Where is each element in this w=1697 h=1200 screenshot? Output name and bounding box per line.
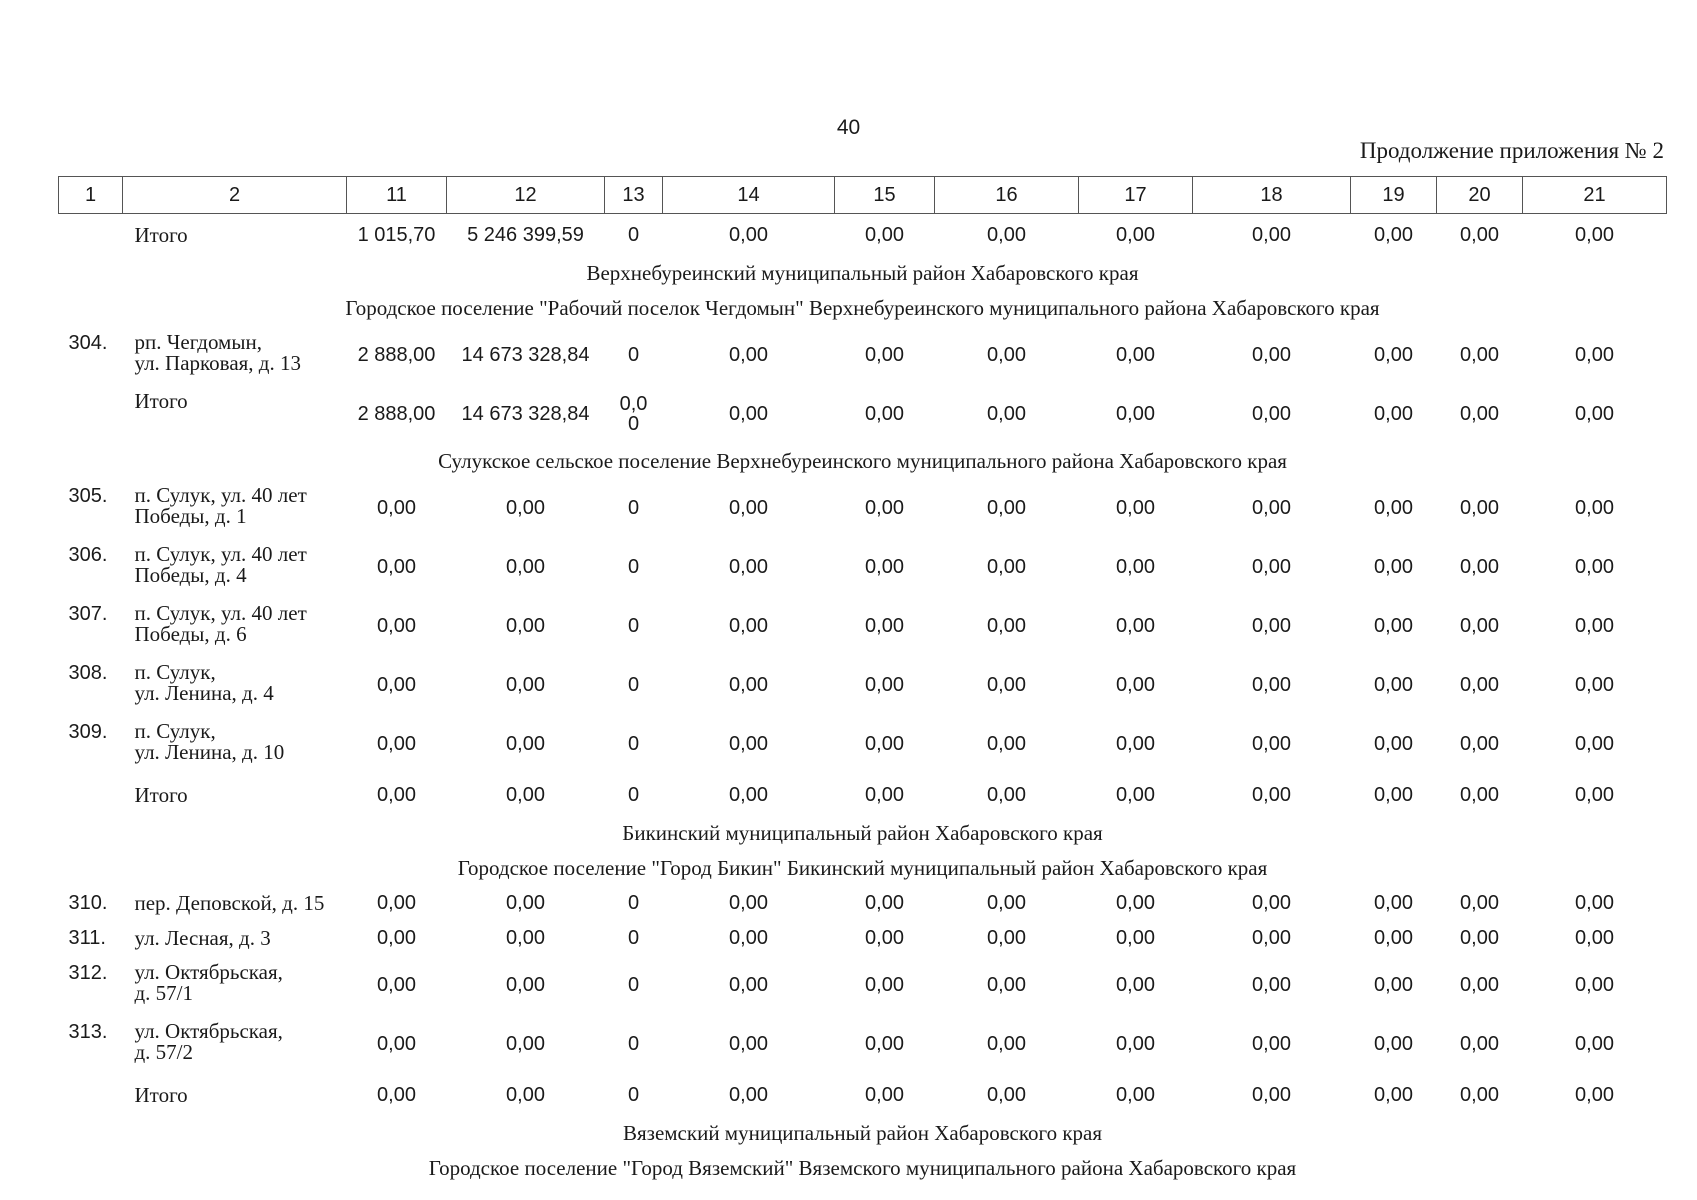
cell: 0,00 xyxy=(1575,1033,1614,1055)
cell: 0,00 xyxy=(729,615,768,637)
cell: 0,00 xyxy=(1374,674,1413,696)
cell: 0,00 xyxy=(506,733,545,755)
cell: 0,00 xyxy=(987,1083,1026,1106)
address-line: п. Сулук, xyxy=(134,719,216,743)
cell: 0,00 xyxy=(729,497,768,519)
cell: 0,00 xyxy=(1252,344,1291,366)
cell: 2 888,00 xyxy=(357,344,436,366)
cell: 0,00 xyxy=(506,497,545,519)
row-number xyxy=(59,214,123,257)
cell: 0,00 xyxy=(987,556,1026,578)
cell: 0,00 xyxy=(865,1083,904,1106)
cell: 0,00 xyxy=(377,1083,416,1106)
cell: 0,00 xyxy=(377,615,416,637)
cell: 0,00 xyxy=(1460,1083,1499,1106)
district-heading: Вяземский муниципальный район Хабаровского края xyxy=(622,1121,1102,1145)
table-row xyxy=(59,921,1667,956)
row-number: 306. xyxy=(68,544,108,566)
cell xyxy=(605,385,663,444)
cell: 0,00 xyxy=(1575,674,1614,696)
column-number-header xyxy=(59,177,1667,214)
cell: 0,00 xyxy=(377,497,416,519)
address-line: ул. Ленина, д. 10 xyxy=(134,740,285,764)
cell: 0,00 xyxy=(987,927,1026,949)
row-number: 313. xyxy=(68,1021,108,1043)
cell: 0 xyxy=(627,1033,640,1055)
cell: 0,00 xyxy=(1575,783,1614,806)
cell: 0,00 xyxy=(1252,733,1291,755)
district-heading: Бикинский муниципальный район Хабаровского края xyxy=(622,821,1103,845)
cell: 0,00 xyxy=(1460,615,1499,637)
district-heading: Верхнебуреинский муниципальный район Хабаровского края xyxy=(586,261,1139,285)
cell: 0,00 xyxy=(506,1033,545,1055)
cell: 0,00 xyxy=(1374,497,1413,519)
address-line: д. 57/1 xyxy=(134,981,194,1005)
cell: 0,00 xyxy=(506,556,545,578)
cell: 0,00 xyxy=(1374,223,1413,246)
cell: 0,00 xyxy=(865,497,904,519)
cell: 0,00 xyxy=(729,783,768,806)
cell: 0 xyxy=(627,344,640,366)
cell: 0 xyxy=(627,927,640,949)
cell: 0,00 xyxy=(1116,223,1155,246)
cell: 0,00 xyxy=(1460,927,1499,949)
cell: 0,00 xyxy=(729,733,768,755)
cell: 0,00 xyxy=(1252,974,1291,996)
cell: 0,00 xyxy=(506,974,545,996)
cell: 0,00 xyxy=(1575,223,1614,246)
cell: 0,00 xyxy=(865,927,904,949)
cell: 0,00 xyxy=(1116,1083,1155,1106)
col-header: 16 xyxy=(935,177,1079,214)
total-row xyxy=(59,385,1667,444)
cell: 0,00 xyxy=(1460,497,1499,519)
col-header: 1 xyxy=(59,177,123,214)
address xyxy=(123,1015,347,1074)
cell: 0,00 xyxy=(506,783,545,806)
cell: 0,00 xyxy=(1116,974,1155,996)
total-label: Итого xyxy=(134,222,188,247)
address xyxy=(123,326,347,385)
row-number: 304. xyxy=(68,332,108,354)
cell: 0,00 xyxy=(1575,497,1614,519)
cell: 0,00 xyxy=(506,927,545,949)
address-line: ул. Октябрьская, xyxy=(134,960,283,984)
cell: 0,00 xyxy=(1575,344,1614,366)
cell: 0,00 xyxy=(865,556,904,578)
cell: 0,00 xyxy=(1374,344,1413,366)
col-header: 18 xyxy=(1193,177,1351,214)
col-header: 13 xyxy=(605,177,663,214)
cell: 0,00 xyxy=(865,783,904,806)
page-number: 40 xyxy=(836,116,861,139)
cell: 0,00 xyxy=(1374,927,1413,949)
cell: 0,00 xyxy=(865,974,904,996)
cell: 0,00 xyxy=(1575,974,1614,996)
cell: 0,00 xyxy=(1460,344,1499,366)
cell: 0,00 xyxy=(1252,674,1291,696)
cell: 0,00 xyxy=(729,1033,768,1055)
cell: 0,00 xyxy=(865,733,904,755)
cell: 0,00 xyxy=(987,403,1026,425)
table-row xyxy=(59,597,1667,656)
cell: 0,00 xyxy=(1116,497,1155,519)
row-number: 308. xyxy=(68,662,108,684)
cell: 14 673 328,84 xyxy=(461,344,590,366)
cell: 14 673 328,84 xyxy=(461,403,590,425)
cell: 0,00 xyxy=(377,974,416,996)
cell: 0,00 xyxy=(1252,892,1291,914)
address-line: Победы, д. 1 xyxy=(134,504,247,528)
table-row xyxy=(59,326,1667,385)
cell: 0,00 xyxy=(987,497,1026,519)
cell: 0 xyxy=(627,556,640,578)
cell: 0,00 xyxy=(987,1033,1026,1055)
cell: 0,00 xyxy=(377,674,416,696)
cell: 0,00 xyxy=(987,674,1026,696)
col-header: 14 xyxy=(663,177,835,214)
cell: 0 xyxy=(627,223,640,246)
cell: 0,00 xyxy=(1116,1033,1155,1055)
address-line: п. Сулук, ул. 40 лет xyxy=(134,601,307,625)
address-line: п. Сулук, ул. 40 лет xyxy=(134,483,307,507)
cell: 0,00 xyxy=(1116,892,1155,914)
col-header: 17 xyxy=(1079,177,1193,214)
cell: 0,00 xyxy=(1252,1033,1291,1055)
cell: 0,00 xyxy=(987,783,1026,806)
address-line: ул. Ленина, д. 4 xyxy=(134,681,274,705)
cell: 0,00 xyxy=(1460,223,1499,246)
address-line: ул. Октябрьская, xyxy=(134,1019,283,1043)
total-row xyxy=(59,774,1667,816)
cell: 0,00 xyxy=(1374,556,1413,578)
row-number: 305. xyxy=(68,485,108,507)
cell: 0,00 xyxy=(729,556,768,578)
cell: 0,00 xyxy=(1374,403,1413,425)
row-number: 310. xyxy=(68,892,108,914)
cell: 0,00 xyxy=(865,615,904,637)
cell: 0,00 xyxy=(1575,403,1614,425)
row-number xyxy=(59,1074,123,1116)
cell-part: 0,0 xyxy=(619,392,648,415)
address xyxy=(123,656,347,715)
row-number: 311. xyxy=(68,927,106,949)
cell: 0,00 xyxy=(377,733,416,755)
cell: 0,00 xyxy=(1374,892,1413,914)
cell-part: 0 xyxy=(627,412,640,435)
cell: 0 xyxy=(627,892,640,914)
cell: 0,00 xyxy=(1460,1033,1499,1055)
cell: 0,00 xyxy=(1252,223,1291,246)
cell: 0,00 xyxy=(377,927,416,949)
col-header: 15 xyxy=(835,177,935,214)
cell: 1 015,70 xyxy=(357,223,436,246)
cell: 0,00 xyxy=(377,783,416,806)
address-line: Победы, д. 6 xyxy=(134,622,247,646)
cell: 0,00 xyxy=(1116,674,1155,696)
cell: 0,00 xyxy=(729,223,768,246)
cell: 0,00 xyxy=(729,344,768,366)
total-label: Итого xyxy=(134,782,188,807)
settlement-heading: Городское поселение "Город Бикин" Бикинский муниципальный район Хабаровского края xyxy=(457,856,1268,880)
cell: 0,00 xyxy=(1460,733,1499,755)
cell: 0 xyxy=(627,733,640,755)
total-label: Итого xyxy=(134,1082,188,1107)
cell: 0,00 xyxy=(729,674,768,696)
cell: 0,00 xyxy=(377,1033,416,1055)
cell: 0,00 xyxy=(729,403,768,425)
col-header: 11 xyxy=(347,177,447,214)
cell: 0 xyxy=(627,497,640,519)
address-line: п. Сулук, ул. 40 лет xyxy=(134,542,307,566)
address xyxy=(123,956,347,1015)
cell: 0,00 xyxy=(1575,615,1614,637)
cell: 0,00 xyxy=(1460,974,1499,996)
cell: 0 xyxy=(627,974,640,996)
bikin-rows xyxy=(59,886,1667,1116)
cell: 0 xyxy=(627,1083,640,1106)
cell: 0,00 xyxy=(1252,497,1291,519)
cell: 0,00 xyxy=(865,1033,904,1055)
row-number: 307. xyxy=(68,603,108,625)
cell: 0,00 xyxy=(729,974,768,996)
table-row xyxy=(59,656,1667,715)
cell: 0,00 xyxy=(865,674,904,696)
row-number xyxy=(59,774,123,816)
cell: 0,00 xyxy=(1374,974,1413,996)
row-number xyxy=(59,385,123,444)
address-line: п. Сулук, xyxy=(134,660,216,684)
cell: 0,00 xyxy=(377,556,416,578)
cell: 0,00 xyxy=(506,1083,545,1106)
cell: 0,00 xyxy=(1575,892,1614,914)
suluk-rows xyxy=(59,479,1667,816)
cell: 0,00 xyxy=(1460,783,1499,806)
cell: 0,00 xyxy=(987,733,1026,755)
address xyxy=(123,479,347,538)
cell: 0,00 xyxy=(1460,403,1499,425)
address-line: пер. Деповской, д. 15 xyxy=(134,891,325,915)
settlement-heading: Городское поселение "Город Вяземский" Вяземского муниципального района Хабаровского края xyxy=(428,1156,1297,1180)
cell: 0,00 xyxy=(1460,556,1499,578)
col-header: 21 xyxy=(1523,177,1667,214)
address-line: рп. Чегдомын, xyxy=(134,330,262,354)
cell: 0,00 xyxy=(865,223,904,246)
cell: 0,00 xyxy=(987,223,1026,246)
address-line: ул. Лесная, д. 3 xyxy=(134,926,271,950)
cell: 0,00 xyxy=(1374,733,1413,755)
address xyxy=(123,921,347,956)
cell: 0,00 xyxy=(1252,927,1291,949)
cell: 0,00 xyxy=(1575,556,1614,578)
address xyxy=(123,886,347,921)
col-header: 12 xyxy=(447,177,605,214)
cell: 0,00 xyxy=(1116,344,1155,366)
table-row xyxy=(59,715,1667,774)
table-row xyxy=(59,538,1667,597)
cell: 0,00 xyxy=(1374,1083,1413,1106)
settlement-heading: Городское поселение "Рабочий поселок Чегдомын" Верхнебуреинского муниципального района Хабаровского края xyxy=(345,296,1380,320)
cell: 0 xyxy=(627,674,640,696)
table-row xyxy=(59,886,1667,921)
cell: 0,00 xyxy=(506,892,545,914)
cell: 0,00 xyxy=(1252,403,1291,425)
cell: 0,00 xyxy=(865,344,904,366)
cell: 0,00 xyxy=(506,674,545,696)
cell: 0,00 xyxy=(1252,783,1291,806)
cell: 0,00 xyxy=(377,892,416,914)
cell: 0,00 xyxy=(1252,556,1291,578)
cell: 0,00 xyxy=(1116,403,1155,425)
continuation-caption: Продолжение приложения № 2 xyxy=(1359,138,1664,163)
cell: 0 xyxy=(627,783,640,806)
col-header: 2 xyxy=(123,177,347,214)
cell: 0,00 xyxy=(1252,615,1291,637)
cell: 0,00 xyxy=(1460,674,1499,696)
cell: 0,00 xyxy=(1116,556,1155,578)
cell: 0,00 xyxy=(987,892,1026,914)
address xyxy=(123,715,347,774)
cell: 0,00 xyxy=(1374,783,1413,806)
col-header: 19 xyxy=(1351,177,1437,214)
row-number: 312. xyxy=(68,962,108,984)
cell: 0,00 xyxy=(1116,927,1155,949)
address-line: д. 57/2 xyxy=(134,1040,194,1064)
settlement-heading: Сулукское сельское поселение Верхнебуреинского муниципального района Хабаровского края xyxy=(438,449,1287,473)
col-header: 20 xyxy=(1437,177,1523,214)
cell: 0,00 xyxy=(1460,892,1499,914)
total-label: Итого xyxy=(134,389,188,413)
cell: 0,00 xyxy=(1575,1083,1614,1106)
cell: 0,00 xyxy=(1374,1033,1413,1055)
cell: 0,00 xyxy=(1116,615,1155,637)
cell: 0,00 xyxy=(1116,783,1155,806)
cell: 0,00 xyxy=(865,892,904,914)
cell: 0,00 xyxy=(729,1083,768,1106)
cell: 0 xyxy=(627,615,640,637)
cell: 0,00 xyxy=(987,974,1026,996)
row-number: 309. xyxy=(68,721,108,743)
total-row xyxy=(59,214,1667,257)
cell: 0,00 xyxy=(1116,733,1155,755)
table-row xyxy=(59,1015,1667,1074)
cell: 0,00 xyxy=(987,344,1026,366)
cell: 0,00 xyxy=(865,403,904,425)
table-row xyxy=(59,479,1667,538)
cell: 0,00 xyxy=(506,615,545,637)
cell: 0,00 xyxy=(729,892,768,914)
cell: 0,00 xyxy=(1575,927,1614,949)
cell: 0,00 xyxy=(1374,615,1413,637)
cell: 0,00 xyxy=(1252,1083,1291,1106)
cell: 5 246 399,59 xyxy=(467,223,584,246)
appendix-table xyxy=(58,176,1667,1186)
cell: 0,00 xyxy=(1575,733,1614,755)
address-line: Победы, д. 4 xyxy=(134,563,247,587)
cell: 0,00 xyxy=(729,927,768,949)
cell: 0,00 xyxy=(987,615,1026,637)
address xyxy=(123,597,347,656)
cell: 2 888,00 xyxy=(357,403,436,425)
table-row xyxy=(59,956,1667,1015)
address-line: ул. Парковая, д. 13 xyxy=(134,351,301,375)
address xyxy=(123,538,347,597)
total-row xyxy=(59,1074,1667,1116)
